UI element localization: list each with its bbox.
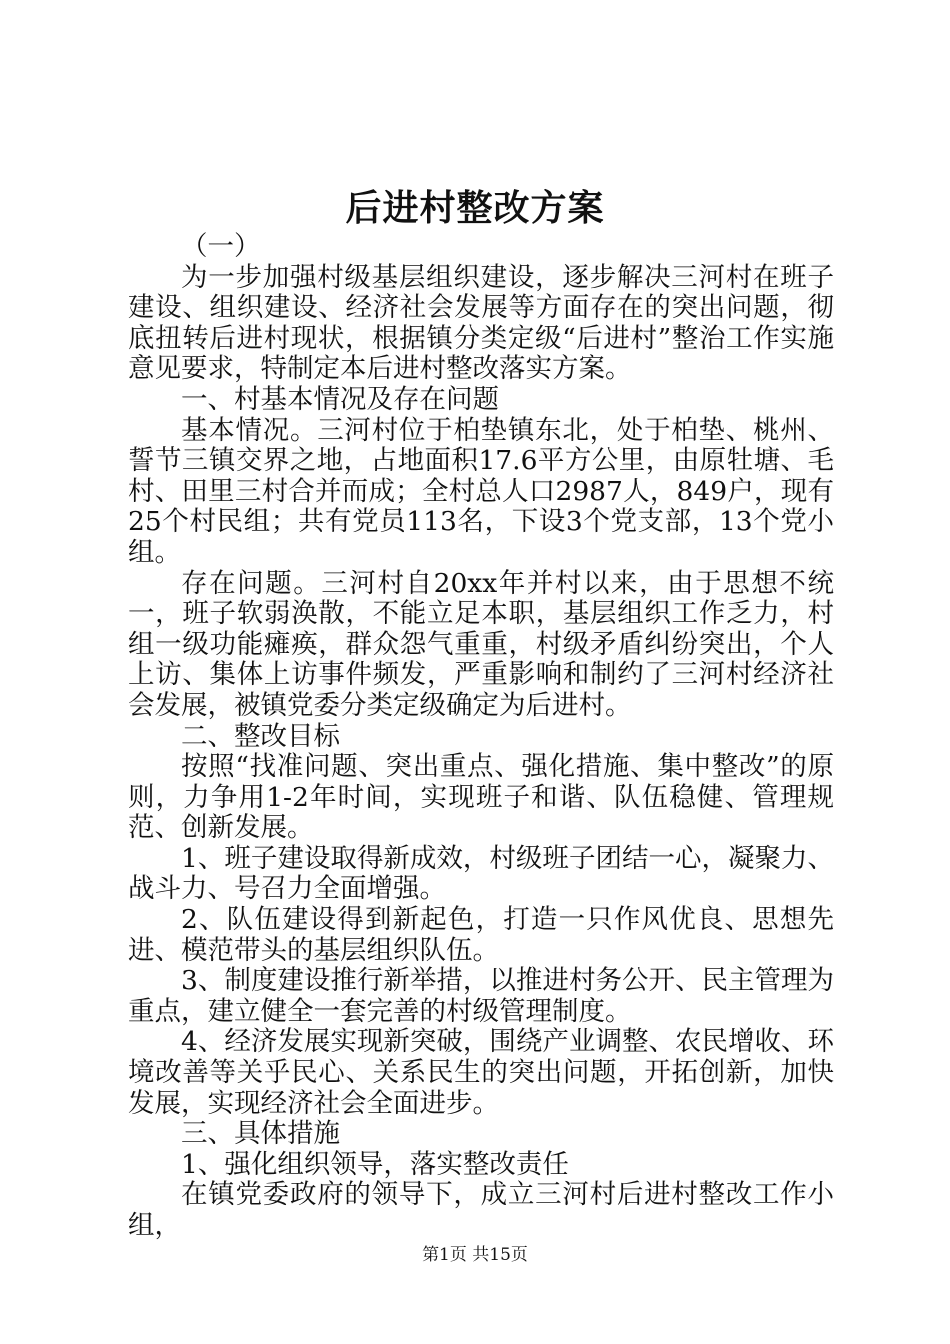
list-item-goal-2: 2、队伍建设得到新起色，打造一只作风优良、思想先进、模范带头的基层组织队伍。 [128,904,834,966]
heading-section-3: 三、具体措施 [181,1118,340,1150]
paragraph-measure-1-body: 在镇党委政府的领导下，成立三河村后进村整改工作小组， [128,1179,834,1241]
document-body [128,232,834,1242]
subheading-measure-1: 1、强化组织领导，落实整改责任 [181,1148,569,1180]
paragraph-section-marker: （一） [181,231,261,262]
list-item-goal-3: 3、制度建设推行新举措，以推进村务公开、民主管理为重点，建立健全一套完善的村级管理制度。 [128,965,834,1027]
paragraph-basic-situation: 基本情况。三河村位于柏垫镇东北，处于柏垫、桃州、誓节三镇交界之地，占地面积17.6平方公里，由原牡塘、毛村、田里三村合并而成；全村总人口2987人，849户，现有25个村民组；共有党员113名，下设3个党支部，13个党小组。 [128,414,834,568]
list-item-goal-4: 4、经济发展实现新突破，围绕产业调整、农民增收、环境改善等关乎民心、关系民生的突出问题，开拓创新，加快发展，实现经济社会全面进步。 [128,1026,834,1119]
paragraph-intro: 为一步加强村级基层组织建设，逐步解决三河村在班子建设、组织建设、经济社会发展等方面存在的突出问题，彻底扭转后进村现状，根据镇分类定级“后进村”整治工作实施意见要求，特制定本后进村整改落实方案。 [128,261,834,385]
document-title: 后进村整改方案 [345,187,605,229]
paragraph-existing-problems: 存在问题。三河村自20xx年并村以来，由于思想不统一，班子软弱涣散，不能立足本职，基层组织工作乏力，村组一级功能瘫痪，群众怨气重重，村级矛盾纠纷突出，个人上访、集体上访事件频发，严重影响和制约了三河村经济社会发展，被镇党委分类定级确定为后进村。 [128,567,834,721]
heading-section-1: 一、村基本情况及存在问题 [181,383,499,415]
heading-section-2: 二、整改目标 [181,720,340,752]
page-number-footer: 第1页 共15页 [422,1245,528,1265]
list-item-goal-1: 1、班子建设取得新成效，村级班子团结一心，凝聚力、战斗力、号召力全面增强。 [128,842,834,905]
paragraph-goal-principle: 按照“找准问题、突出重点、强化措施、集中整改”的原则，力争用1-2年时间，实现班子和谐、队伍稳健、管理规范、创新发展。 [128,751,834,844]
